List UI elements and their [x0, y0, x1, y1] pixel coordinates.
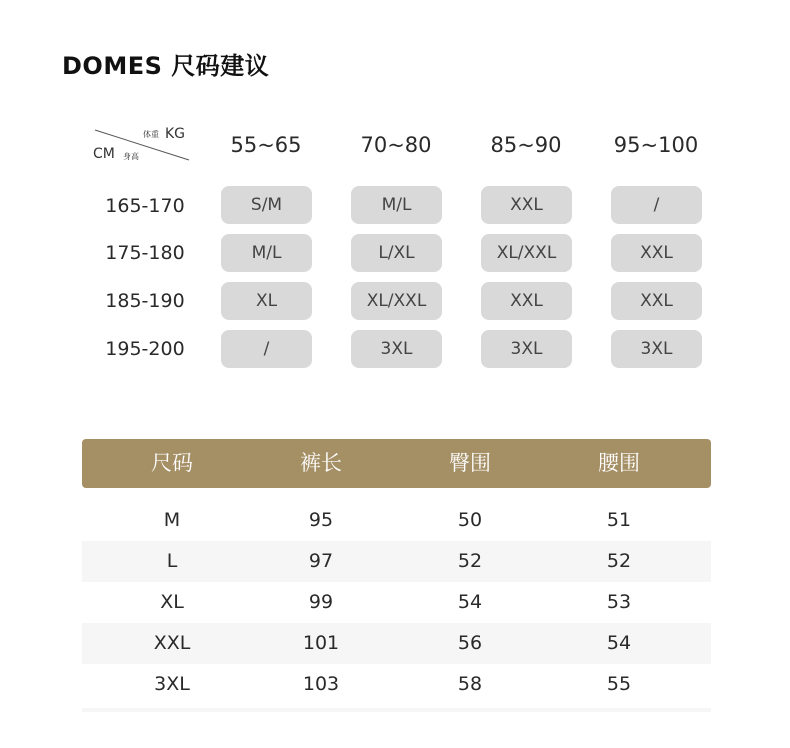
- cell-size: 3XL: [154, 673, 190, 695]
- height-row-label: 175-180: [105, 242, 185, 264]
- size-cell: S/M: [221, 186, 312, 224]
- size-cell: XXL: [611, 282, 702, 320]
- cell-size: L: [166, 550, 178, 572]
- size-cell: 3XL: [481, 330, 572, 368]
- cell-size: M: [163, 509, 181, 531]
- cell-hip: 56: [457, 632, 483, 654]
- column-header-size: 尺码: [151, 451, 193, 475]
- size-cell: 3XL: [611, 330, 702, 368]
- weight-col-header: 85~90: [490, 133, 562, 157]
- size-cell: XL/XXL: [481, 234, 572, 272]
- cell-pants-length: 101: [302, 632, 340, 654]
- matrix-corner-header: [93, 126, 191, 166]
- cell-waist: 54: [606, 632, 632, 654]
- page-title: DOMES 尺码建议: [62, 52, 270, 80]
- size-cell: XXL: [611, 234, 702, 272]
- table-row: [82, 664, 711, 705]
- weight-unit: KG: [165, 126, 186, 142]
- cell-waist: 53: [606, 591, 632, 613]
- cell-hip: 50: [457, 509, 483, 531]
- cell-waist: 52: [606, 550, 632, 572]
- table-row: [82, 582, 711, 623]
- size-cell: XL: [221, 282, 312, 320]
- cell-pants-length: 99: [308, 591, 334, 613]
- cell-hip: 58: [457, 673, 483, 695]
- weight-col-header: 70~80: [360, 133, 432, 157]
- cell-pants-length: 97: [308, 550, 334, 572]
- size-cell: /: [221, 330, 312, 368]
- column-header-pants-length: 裤长: [300, 451, 342, 475]
- weight-col-header: 55~65: [230, 133, 302, 157]
- size-cell: M/L: [351, 186, 442, 224]
- cell-pants-length: 103: [302, 673, 340, 695]
- table-row: [82, 623, 711, 664]
- size-cell: 3XL: [351, 330, 442, 368]
- table-row: [82, 541, 711, 582]
- table-row: [82, 500, 711, 541]
- cell-hip: 54: [457, 591, 483, 613]
- cell-size: XXL: [153, 632, 191, 654]
- weight-label: 体重: [143, 130, 159, 139]
- cell-waist: 51: [606, 509, 632, 531]
- height-unit: CM: [93, 146, 115, 162]
- size-cell: M/L: [221, 234, 312, 272]
- size-cell: /: [611, 186, 702, 224]
- size-cell: XXL: [481, 282, 572, 320]
- measurement-table-header: [82, 439, 711, 488]
- cell-pants-length: 95: [308, 509, 334, 531]
- height-row-label: 195-200: [105, 338, 185, 360]
- size-cell: XXL: [481, 186, 572, 224]
- cell-waist: 55: [606, 673, 632, 695]
- size-cell: XL/XXL: [351, 282, 442, 320]
- height-row-label: 165-170: [105, 195, 185, 217]
- weight-col-header: 95~100: [613, 133, 699, 157]
- height-row-label: 185-190: [105, 290, 185, 312]
- cell-hip: 52: [457, 550, 483, 572]
- cell-size: XL: [160, 591, 184, 613]
- table-bottom-band: [82, 708, 711, 712]
- height-label: 身高: [123, 152, 139, 161]
- column-header-hip: 臀围: [449, 451, 491, 475]
- column-header-waist: 腰围: [598, 451, 640, 475]
- size-cell: L/XL: [351, 234, 442, 272]
